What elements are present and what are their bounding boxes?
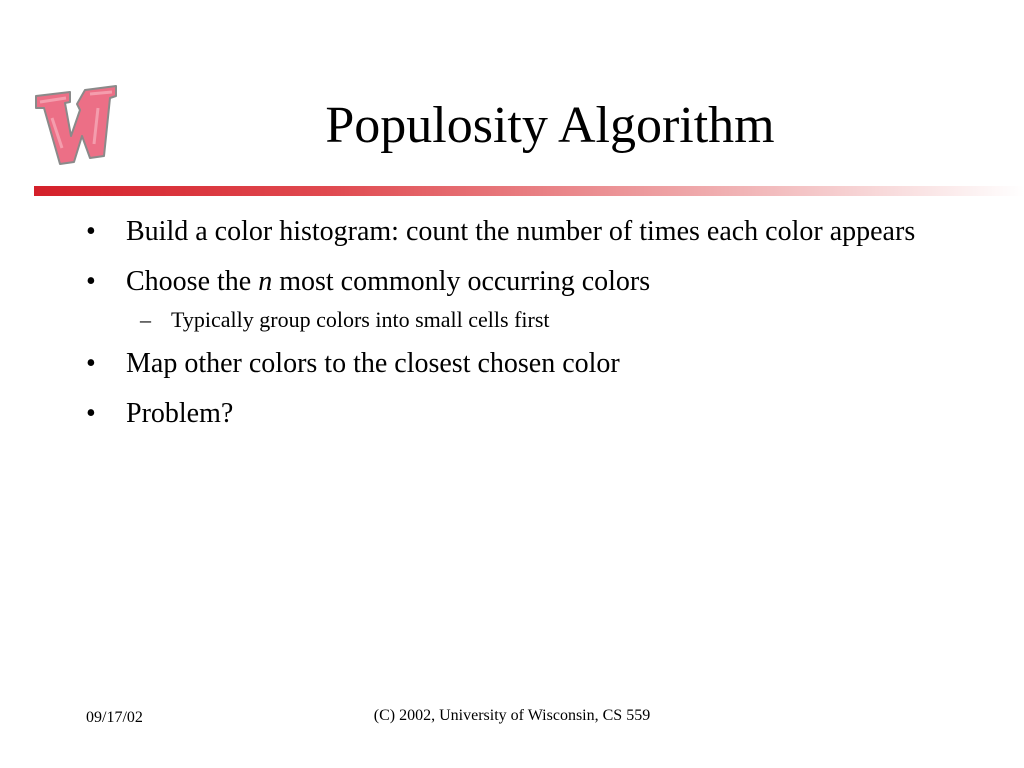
bullet-item [86, 394, 936, 434]
bullet-text: Build a color histogram: count the number of times each color appears [126, 216, 916, 247]
w-logo-icon [30, 78, 130, 178]
slide-title: Populosity Algorithm [325, 97, 775, 154]
bullet-text-italic: n [258, 266, 273, 297]
bullet-item [86, 344, 936, 384]
bullet-list [86, 212, 936, 444]
bullet-text-before: Choose the [126, 266, 259, 297]
bullet-text: Map other colors to the closest chosen color [126, 348, 620, 379]
bullet-marker: • [86, 348, 96, 379]
sub-bullet-item [86, 306, 936, 334]
bullet-text: Problem? [126, 398, 234, 429]
title-divider [34, 186, 1024, 196]
sub-bullet-text: Typically group colors into small cells first [171, 307, 550, 332]
footer-date: 09/17/02 [86, 709, 143, 726]
bullet-text-after: most commonly occurring colors [272, 266, 651, 297]
bullet-marker: • [86, 266, 96, 297]
sub-bullet-marker: – [140, 307, 151, 332]
bullet-marker: • [86, 216, 96, 247]
bullet-item [86, 212, 936, 252]
footer-copyright: (C) 2002, University of Wisconsin, CS 559 [373, 707, 651, 724]
bullet-marker: • [86, 398, 96, 429]
bullet-item [86, 262, 936, 302]
